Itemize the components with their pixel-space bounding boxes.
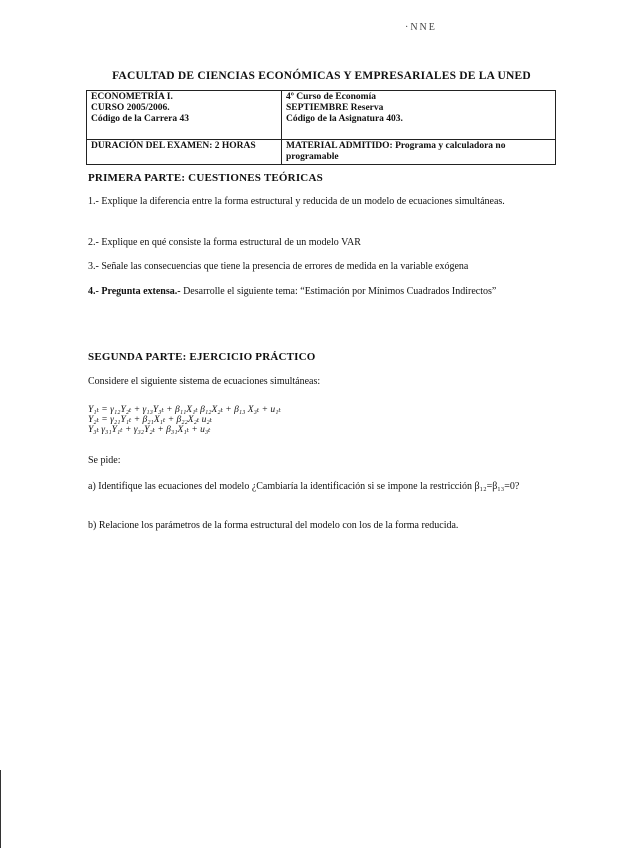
part2-title: SEGUNDA PARTE: EJERCICIO PRÁCTICO (88, 351, 316, 363)
career-code-line: Código de la Carrera 43 (91, 114, 189, 124)
part1-title: PRIMERA PARTE: CUESTIONES TEÓRICAS (88, 172, 323, 184)
equation-3: Y₃ₜ γ₃₁Y₁ₜ + γ₃₂Y₂ₜ + β₃₁X₁ₜ + u₃ₜ (88, 425, 211, 435)
course-year-line: CURSO 2005/2006. (91, 103, 170, 113)
subject-info-cell (282, 91, 556, 140)
subject-line: ECONOMETRÍA I. (91, 92, 173, 102)
equation-system (88, 405, 550, 435)
exam-info-table (86, 90, 556, 165)
duration-cell: DURACIÓN DEL EXAMEN: 2 HORAS (87, 140, 282, 165)
question-3: 3.- Señale las consecuencias que tiene la presencia de errores de medida en la variable exógena (88, 261, 469, 272)
scan-edge-line (0, 770, 1, 848)
task-a: a) Identifique las ecuaciones del modelo ¿Cambiaría la identificación si se impone la restricción β₁₂=β₁₃=0? (88, 481, 520, 492)
exercise-intro: Considere el siguiente sistema de ecuaciones simultáneas: (88, 376, 321, 387)
subject-code-line: Código de la Asignatura 403. (286, 114, 403, 124)
session-line: SEPTIEMBRE Reserva (286, 103, 384, 113)
study-year-line: 4º Curso de Economía (286, 92, 376, 102)
asks-label: Se pide: (88, 455, 121, 466)
faculty-title: FACULTAD DE CIENCIAS ECONÓMICAS Y EMPRESARIALES DE LA UNED (112, 70, 531, 82)
task-b: b) Relacione los parámetros de la forma estructural del modelo con los de la forma reducida. (88, 520, 459, 531)
equation-2: Y₂ₜ = γ₂₁Y₁ₜ + β₂₁X₁ₜ + β₂₂X₂ₜ u₂ₜ (88, 415, 213, 425)
question-4-label: 4.- Pregunta extensa.- (88, 286, 181, 297)
material-cell: MATERIAL ADMITIDO: Programa y calculadora no programable (282, 140, 556, 165)
equation-1: Y₁ₜ = γ₁₂Y₂ₜ + γ₁₃Y₃ₜ + β₁₁X₁ₜ β₁₂X₂ₜ + β₁₃ X₃ₜ + u₁ₜ (88, 405, 281, 415)
question-2: 2.- Explique en qué consiste la forma estructural de un modelo VAR (88, 237, 361, 248)
page-mark: ·NNE (405, 22, 437, 33)
question-1: 1.- Explique la diferencia entre la forma estructural y reducida de un modelo de ecuaciones simultáneas. (88, 196, 505, 207)
question-4-text: Desarrolle el siguiente tema: “Estimación por Mínimos Cuadrados Indirectos” (180, 286, 497, 297)
course-info-cell (87, 91, 282, 140)
question-4 (88, 286, 550, 298)
